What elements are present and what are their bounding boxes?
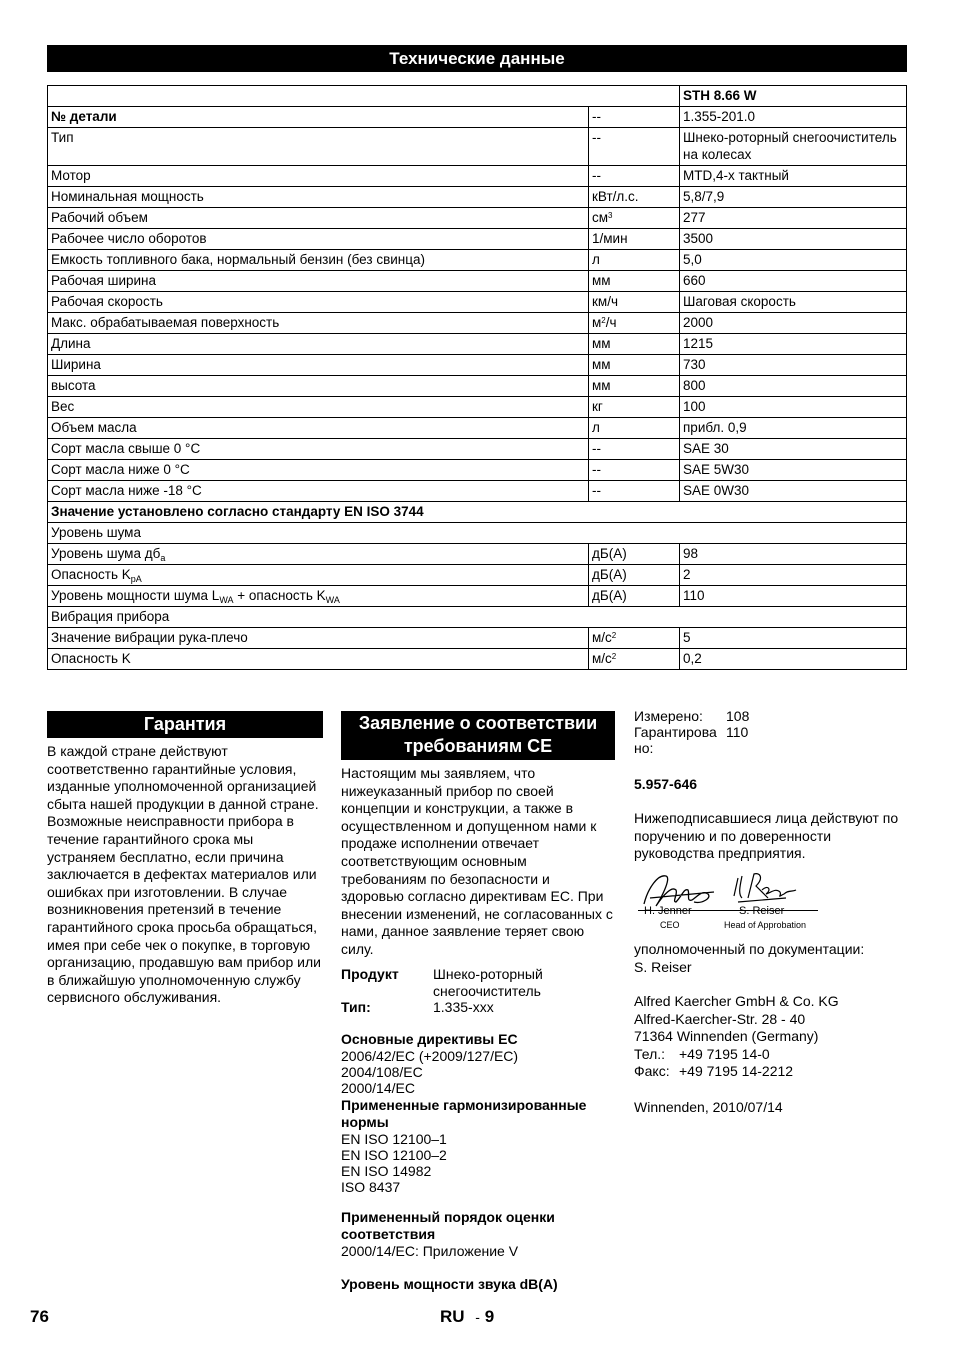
subscript: WA xyxy=(219,595,234,605)
unit-cell-text: л xyxy=(592,420,600,435)
signer2-role: Head of Approbation xyxy=(724,920,807,930)
spec-row xyxy=(48,107,907,128)
unit-cell-text: мм xyxy=(592,336,611,351)
value-cell xyxy=(680,166,907,187)
directive-item: 2000/14/EC xyxy=(341,1080,415,1097)
param-cell-text: Макс. обрабатываемая поверхность xyxy=(51,315,280,330)
language-code: RU xyxy=(440,1307,465,1326)
spec-row xyxy=(48,187,907,208)
value-cell-text: прибл. 0,9 xyxy=(683,420,747,435)
authorized-line2: S. Reiser xyxy=(634,958,692,975)
param-cell xyxy=(48,397,589,418)
spec-row xyxy=(48,313,907,334)
value-cell-text: 3500 xyxy=(683,231,714,246)
param-cell-text: Рабочая ширина xyxy=(51,273,156,288)
param-cell xyxy=(48,250,589,271)
tech-data-title: Технические данные xyxy=(47,45,907,72)
value-cell xyxy=(680,107,907,128)
fax-row xyxy=(634,1063,910,1081)
spec-row xyxy=(48,292,907,313)
param-cell-text: Сорт масла ниже 0 °C xyxy=(51,462,190,477)
unit-cell-text: дБ(А) xyxy=(592,588,627,603)
iso-header-row xyxy=(48,502,907,523)
value-cell xyxy=(680,355,907,376)
value-cell-text: 2 xyxy=(683,567,691,582)
guaranteed-label-2: но: xyxy=(634,740,654,757)
value-cell xyxy=(680,128,907,166)
value-cell-text: 5,8/7,9 xyxy=(683,189,725,204)
unit-cell-text: -- xyxy=(592,168,601,183)
unit-cell-text: кг xyxy=(592,399,603,414)
vibration-value-row xyxy=(48,628,907,649)
spec-row xyxy=(48,397,907,418)
unit-cell-text: -- xyxy=(592,130,601,145)
param-cell-text: Длина xyxy=(51,336,91,351)
unit-cell-text: мм xyxy=(592,378,611,393)
param-cell xyxy=(48,229,589,250)
param-cell-text: Значение вибрации рука-плечо xyxy=(51,630,248,645)
page-number: 76 xyxy=(30,1307,49,1326)
unit-cell xyxy=(589,418,680,439)
unit-cell-text: мм xyxy=(592,273,611,288)
unit-cell xyxy=(589,271,680,292)
value-cell-text: MTD,4-х тактный xyxy=(683,168,789,183)
value-cell-text: 730 xyxy=(683,357,706,372)
vibration-header-row xyxy=(48,607,907,628)
unit-cell-text: л xyxy=(592,252,600,267)
value-cell xyxy=(680,565,907,586)
subscript: pA xyxy=(130,574,142,584)
noise-header-row-cell xyxy=(48,523,907,544)
unit-cell xyxy=(589,292,680,313)
unit-tail: /ч xyxy=(605,315,617,330)
unit-cell xyxy=(589,544,680,565)
value-cell xyxy=(680,229,907,250)
signers-text: Нижеподписавшиеся лица действуют по поручению и по доверенности руководства предприятия. xyxy=(634,810,899,862)
ce-title-line2: требованиям CE xyxy=(403,736,553,756)
value-cell-text: 98 xyxy=(683,546,699,561)
value-cell xyxy=(680,250,907,271)
value-cell-text: 660 xyxy=(683,273,706,288)
measured-value: 108 xyxy=(726,708,750,724)
fax-label: Факс: xyxy=(634,1063,670,1080)
product-label: Продукт xyxy=(341,966,399,982)
warranty-title: Гарантия xyxy=(47,711,323,738)
address-line: 71364 Winnenden (Germany) xyxy=(634,1028,819,1045)
value-cell xyxy=(680,418,907,439)
unit-cell-text: м/с xyxy=(592,651,612,666)
unit-cell-text: -- xyxy=(592,109,601,124)
unit-cell xyxy=(589,107,680,128)
company-address xyxy=(634,993,910,1081)
param-cell-text: высота xyxy=(51,378,96,393)
unit-cell xyxy=(589,229,680,250)
spec-row xyxy=(48,166,907,187)
unit-cell-text: кВт/л.с. xyxy=(592,189,639,204)
spec-row xyxy=(48,460,907,481)
guaranteed-row xyxy=(634,724,894,758)
unit-cell-text: мм xyxy=(592,357,611,372)
unit-cell xyxy=(589,649,680,670)
authorized-line1: уполномоченный по документации: xyxy=(634,941,865,957)
spec-row xyxy=(48,355,907,376)
unit-cell xyxy=(589,250,680,271)
local-page-number: 9 xyxy=(484,1307,495,1326)
value-cell-text: SAE 30 xyxy=(683,441,729,456)
param-cell-text: Мотор xyxy=(51,168,91,183)
param-cell xyxy=(48,544,589,565)
iso-header-row-cell-text: Значение установлено согласно стандарту EN ISO 3744 xyxy=(51,504,424,519)
unit-cell-text: м xyxy=(592,315,602,330)
value-cell xyxy=(680,376,907,397)
param-cell xyxy=(48,292,589,313)
ce-directives xyxy=(341,1031,615,1195)
param-cell-text: Уровень мощности шума L xyxy=(51,588,220,603)
doc-number: 5.957-646 xyxy=(634,776,698,792)
unit-cell-text: км/ч xyxy=(592,294,618,309)
ce-type xyxy=(341,999,615,1017)
fax-value: +49 7195 14-2212 xyxy=(679,1063,794,1080)
noise-uncertainty-row xyxy=(48,565,907,586)
value-cell-text: 277 xyxy=(683,210,706,225)
value-cell-text: 1.355-201.0 xyxy=(683,109,756,124)
unit-cell-text: дБ(А) xyxy=(592,546,627,561)
unit-cell-text: дБ(А) xyxy=(592,567,627,582)
param-cell-text: Рабочее число оборотов xyxy=(51,231,207,246)
signer1-role: CEO xyxy=(660,920,680,930)
unit-cell xyxy=(589,397,680,418)
signer2-name: S. Reiser xyxy=(739,905,785,917)
unit-cell-text: -- xyxy=(592,441,601,456)
spec-row xyxy=(48,229,907,250)
param-cell xyxy=(48,481,589,502)
warranty-text: В каждой стране действуют соответственно гарантийные условия, изданные уполномоченной организацией сбыта нашей продукции в данной стране. Возможные неисправности прибора в течение гарантийного срока мы устраняем бесплатно, если причина заключается в дефектах материалов или ошибках при изготовлении. В случае возникновения претензий в течение гарантийного срока просьба обращаться, имея при себе чек о покупке, в торговую организацию, продавшую вам прибор или в ближайшую уполномоченную службу сервисного обслуживания. xyxy=(47,743,321,1006)
power-level-row xyxy=(48,586,907,607)
spec-row xyxy=(48,418,907,439)
value-cell-text: Шаговая скорость xyxy=(683,294,796,309)
value-cell-text: 100 xyxy=(683,399,706,414)
spec-row xyxy=(48,376,907,397)
value-cell-text: SAE 5W30 xyxy=(683,462,750,477)
signature-reiser xyxy=(734,874,796,902)
unit-cell xyxy=(589,187,680,208)
value-cell xyxy=(680,460,907,481)
spec-row xyxy=(48,271,907,292)
param-cell-text: Рабочий объем xyxy=(51,210,148,225)
measured-label: Измерено: xyxy=(634,708,703,724)
value-cell-text: 0,2 xyxy=(683,651,702,666)
value-cell xyxy=(680,271,907,292)
spec-row xyxy=(48,334,907,355)
phone-row xyxy=(634,1046,910,1064)
unit-cell xyxy=(589,439,680,460)
value-cell xyxy=(680,313,907,334)
param-cell xyxy=(48,166,589,187)
value-cell-text: 1215 xyxy=(683,336,714,351)
param-cell xyxy=(48,649,589,670)
model-header: STH 8.66 W xyxy=(680,86,907,107)
address-line: Alfred Kaercher GmbH & Co. KG xyxy=(634,993,839,1009)
unit-cell xyxy=(589,481,680,502)
param-cell xyxy=(48,271,589,292)
ce-intro-text: Настоящим мы заявляем, что нижеуказанный прибор по своей концепции и конструкции, а также в осуществленном и допущенном нами к продаже исполнении отвечает соответствующим основным требованиям по безопасности и здоровью согласно директивам ЕС. При внесении изменений, не согласованных с нами, данное заявление теряет свою силу. xyxy=(341,765,613,957)
vibration-header-row-cell-text: Вибрация прибора xyxy=(51,609,170,624)
param-cell-text: Уровень шума дб xyxy=(51,546,161,561)
unit-cell xyxy=(589,334,680,355)
unit-cell-text: -- xyxy=(592,483,601,498)
signer1-name: H. Jenner xyxy=(644,905,692,917)
directive-item: 2004/108/EC xyxy=(341,1064,423,1081)
superscript: 2 xyxy=(601,316,606,325)
unit-cell xyxy=(589,460,680,481)
value-cell xyxy=(680,397,907,418)
value-cell-text: 2000 xyxy=(683,315,714,330)
directives-heading: Основные директивы ЕС xyxy=(341,1031,518,1047)
param-cell-text: Сорт масла ниже -18 °C xyxy=(51,483,202,498)
unit-cell xyxy=(589,166,680,187)
param-part: + опасность K xyxy=(233,588,326,603)
superscript: 2 xyxy=(611,631,617,640)
param-cell xyxy=(48,208,589,229)
value-cell xyxy=(680,187,907,208)
place-date: Winnenden, 2010/07/14 xyxy=(634,1099,783,1115)
param-cell-text: Опасность K xyxy=(51,651,131,666)
noise-header-row xyxy=(48,523,907,544)
spec-row xyxy=(48,128,907,166)
iso-header-row-cell xyxy=(48,502,907,523)
noise-level-row xyxy=(48,544,907,565)
subscript: WA xyxy=(325,595,340,605)
unit-cell xyxy=(589,208,680,229)
param-cell xyxy=(48,107,589,128)
ce-product xyxy=(341,966,615,1002)
spec-row xyxy=(48,250,907,271)
param-cell-text: № детали xyxy=(51,109,117,124)
spec-row xyxy=(48,208,907,229)
language-page-marker xyxy=(440,1307,494,1327)
vibration-uncertainty-row xyxy=(48,649,907,670)
value-cell xyxy=(680,586,907,607)
value-cell-text: 110 xyxy=(683,588,705,603)
spec-row xyxy=(48,439,907,460)
value-cell xyxy=(680,544,907,565)
table-header-row xyxy=(48,86,907,107)
param-cell xyxy=(48,418,589,439)
value-cell-text: 5,0 xyxy=(683,252,702,267)
guaranteed-label-1: Гарантирова xyxy=(634,724,717,740)
value-cell xyxy=(680,208,907,229)
param-cell xyxy=(48,565,589,586)
ce-title-line1: Заявление о соответствии xyxy=(358,713,598,733)
ce-procedure xyxy=(341,1209,615,1259)
param-cell xyxy=(48,313,589,334)
standard-item: ISO 8437 xyxy=(341,1179,401,1196)
param-cell-text: Емкость топливного бака, нормальный бензин (без свинца) xyxy=(51,252,425,267)
phone-label: Тел.: xyxy=(634,1045,666,1062)
signature-jenner xyxy=(644,876,714,906)
unit-cell-text: м/с xyxy=(592,630,612,645)
unit-cell xyxy=(589,376,680,397)
param-cell-text: Ширина xyxy=(51,357,101,372)
unit-cell-text: см xyxy=(592,210,609,225)
product-value: Шнеко-роторный снегоочиститель xyxy=(433,966,543,999)
type-label: Тип: xyxy=(341,999,371,1015)
param-cell xyxy=(48,586,589,607)
standard-item: EN ISO 12100–1 xyxy=(341,1130,447,1147)
unit-cell xyxy=(589,586,680,607)
value-cell xyxy=(680,292,907,313)
subscript: а xyxy=(160,553,166,563)
value-cell-text: SAE 0W30 xyxy=(683,483,750,498)
param-cell-text: Номинальная мощность xyxy=(51,189,204,204)
param-cell xyxy=(48,187,589,208)
param-cell xyxy=(48,128,589,166)
noise-header-row-cell-text: Уровень шума xyxy=(51,525,141,540)
address-line: Alfred-Kaercher-Str. 28 - 40 xyxy=(634,1010,806,1027)
empty-header-cell xyxy=(48,86,680,107)
value-cell xyxy=(680,628,907,649)
procedure-heading: Примененный порядок оценки соответствия xyxy=(341,1209,555,1242)
superscript: 3 xyxy=(608,211,613,220)
param-cell xyxy=(48,334,589,355)
value-cell-text: 5 xyxy=(683,630,691,645)
unit-cell xyxy=(589,128,680,166)
standards-heading: Примененные гармонизированные нормы xyxy=(341,1096,587,1130)
param-cell-text: Опасность K xyxy=(51,567,131,582)
param-cell xyxy=(48,439,589,460)
procedure-value: 2000/14/EC: Приложение V xyxy=(341,1243,519,1259)
tech-spec-table xyxy=(47,85,907,670)
param-cell-text: Объем масла xyxy=(51,420,137,435)
param-cell xyxy=(48,628,589,649)
value-cell-text: Шнеко-роторный снегоочиститель на колесах xyxy=(683,130,897,162)
unit-cell xyxy=(589,628,680,649)
param-cell-text: Сорт масла свыше 0 °C xyxy=(51,441,201,456)
value-cell-text: 800 xyxy=(683,378,706,393)
value-cell xyxy=(680,481,907,502)
standard-item: EN ISO 14982 xyxy=(341,1163,432,1180)
param-cell-text: Рабочая скорость xyxy=(51,294,163,309)
param-cell xyxy=(48,376,589,397)
value-cell xyxy=(680,649,907,670)
value-cell xyxy=(680,439,907,460)
page-separator: - xyxy=(475,1309,480,1325)
type-value: 1.335-xxx xyxy=(433,999,494,1015)
standard-item: EN ISO 12100–2 xyxy=(341,1146,447,1163)
phone-value: +49 7195 14-0 xyxy=(679,1045,770,1062)
sound-power-heading: Уровень мощности звука dB(A) xyxy=(341,1276,558,1292)
ce-declaration-title xyxy=(341,711,615,760)
param-cell xyxy=(48,460,589,481)
vibration-header-row-cell xyxy=(48,607,907,628)
param-cell xyxy=(48,355,589,376)
param-cell-text: Вес xyxy=(51,399,75,414)
unit-cell xyxy=(589,313,680,334)
unit-cell-text: -- xyxy=(592,462,601,477)
unit-cell xyxy=(589,565,680,586)
param-cell-text: Тип xyxy=(51,130,74,145)
authorized-person xyxy=(634,941,910,976)
unit-cell-text: 1/мин xyxy=(592,231,628,246)
spec-row xyxy=(48,481,907,502)
unit-cell xyxy=(589,355,680,376)
value-cell xyxy=(680,334,907,355)
directive-item: 2006/42/EC (+2009/127/EC) xyxy=(341,1048,519,1064)
superscript: 2 xyxy=(611,652,617,661)
guaranteed-value: 110 xyxy=(726,724,749,740)
